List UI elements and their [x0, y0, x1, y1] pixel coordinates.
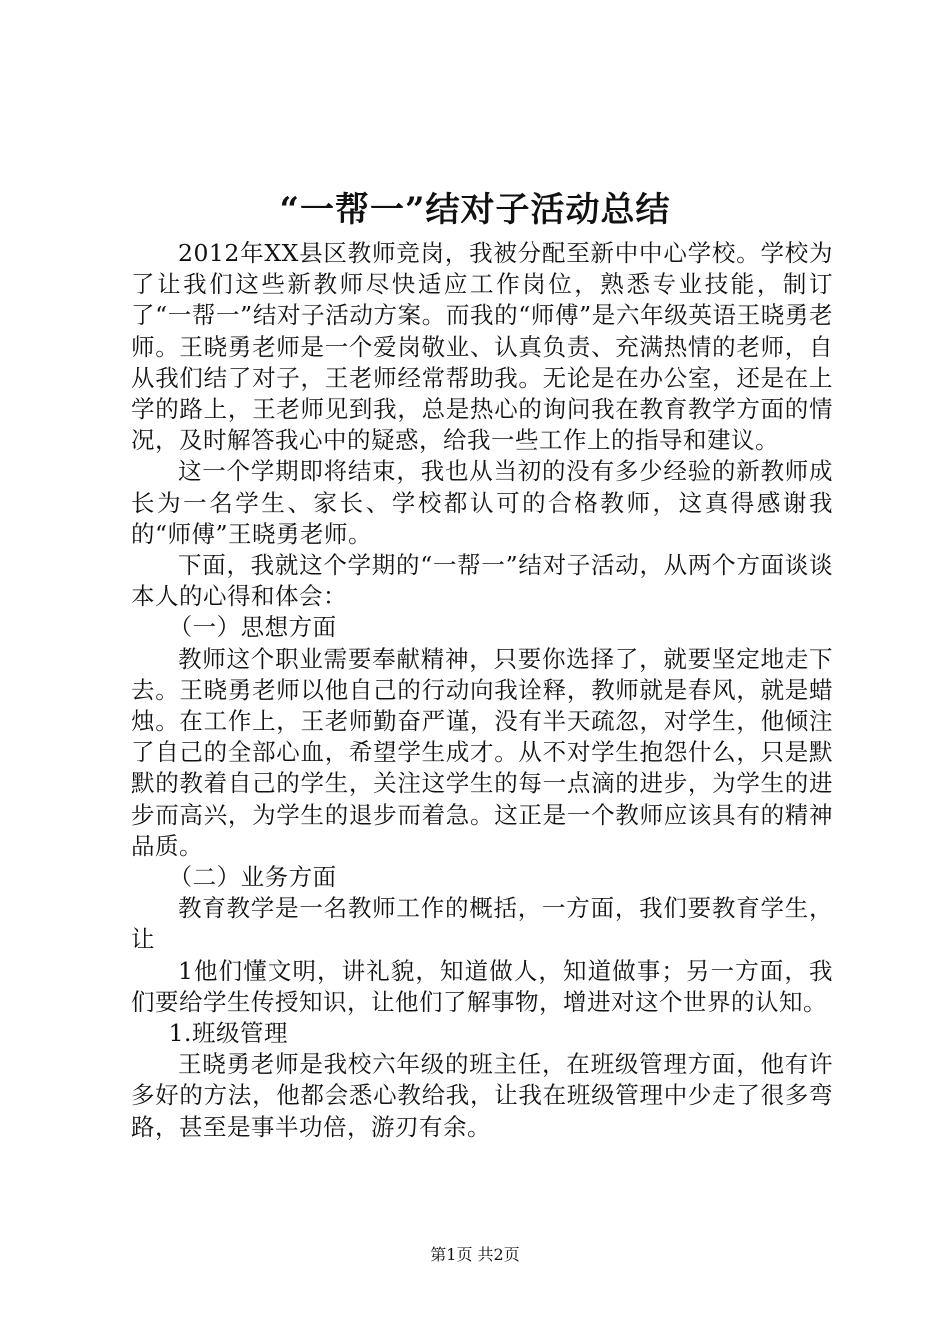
paragraph-business-2: 1他们懂文明，讲礼貌，知道做人，知道做事；另一方面，我们要给学生传授知识，让他们了解事物，增进对这个世界的认知。 [131, 956, 833, 1016]
section-heading-business: （二）业务方面 [168, 863, 337, 892]
paragraph-overview: 下面，我就这个学期的“一帮一”结对子活动，从两个方面谈谈本人的心得和体会： [131, 551, 833, 611]
paragraph-business-1: 教育教学是一名教师工作的概括，一方面，我们要教育学生，让 [131, 894, 833, 954]
document-body [131, 238, 833, 1143]
section-heading-thought: （一）思想方面 [168, 613, 337, 642]
document-title: “一帮一”结对子活动总结 [279, 190, 671, 230]
page-number-footer: 第1页 共2页 [430, 1245, 520, 1264]
subsection-heading-class-management: 1.班级管理 [168, 1019, 289, 1048]
paragraph-thought: 教师这个职业需要奉献精神，只要你选择了，就要坚定地走下去。王晓勇老师以他自己的行动向我诠释，教师就是春风，就是蜡烛。在工作上，王老师勤奋严谨，没有半天疏忽，对学生，他倾注了自己的全部心血，希望学生成才。从不对学生抱怨什么，只是默默的教着自己的学生，关注这学生的每一点滴的进步，为学生的进步而高兴，为学生的退步而着急。这正是一个教师应该具有的精神品质。 [131, 644, 833, 860]
paragraph-intro: 2012年XX县区教师竞岗，我被分配至新中中心学校。学校为了让我们这些新教师尽快适应工作岗位，熟悉专业技能，制订了“一帮一”结对子活动方案。而我的“师傅”是六年级英语王晓勇老师。王晓勇老师是一个爱岗敬业、认真负责、充满热情的老师，自从我们结了对子，王老师经常帮助我。无论是在办公室，还是在上学的路上，王老师见到我，总是热心的询问我在教育教学方面的情况，及时解答我心中的疑惑，给我一些工作上的指导和建议。 [131, 239, 833, 455]
paragraph-class-management: 王晓勇老师是我校六年级的班主任，在班级管理方面，他有许多好的方法，他都会悉心教给我，让我在班级管理中少走了很多弯路，甚至是事半功倍，游刃有余。 [131, 1050, 833, 1141]
paragraph-semester: 这一个学期即将结束，我也从当初的没有多少经验的新教师成长为一名学生、家长、学校都认可的合格教师，这真得感谢我的“师傅”王晓勇老师。 [131, 457, 833, 548]
